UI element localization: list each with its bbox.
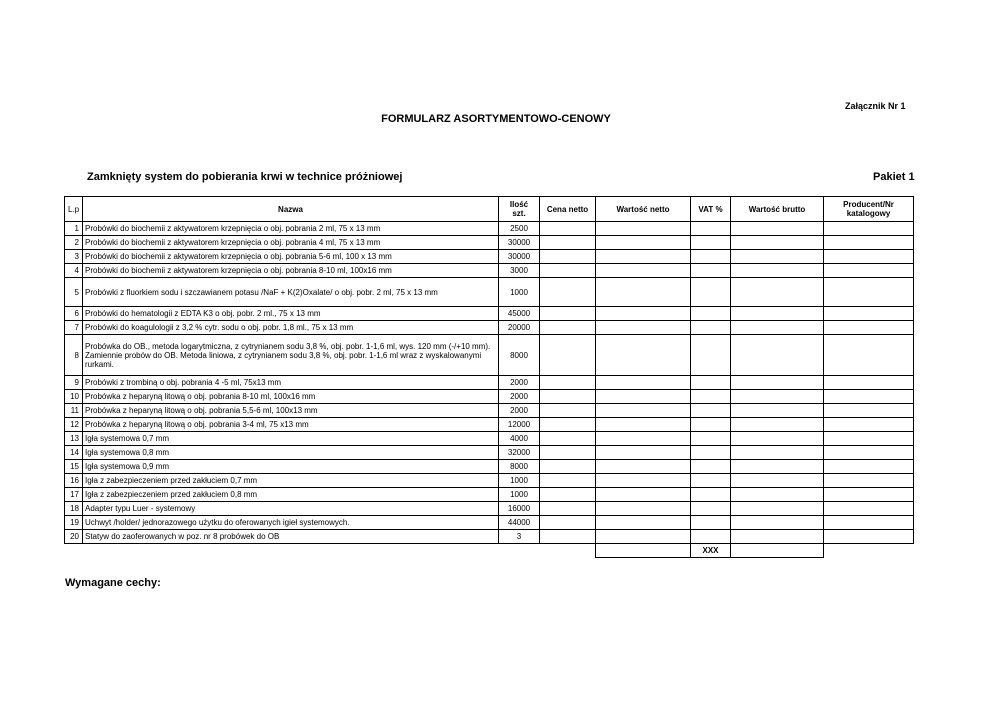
row-gross-value-cell[interactable] (731, 264, 824, 278)
header-producer-line2: katalogowy (846, 209, 891, 218)
table-row (65, 418, 914, 432)
table-row (65, 264, 914, 278)
table-row (65, 446, 914, 460)
row-gross-value-cell[interactable] (731, 530, 824, 544)
header-vat: VAT % (691, 197, 731, 222)
row-vat-cell[interactable] (691, 264, 731, 278)
row-vat-cell[interactable] (691, 502, 731, 516)
row-name: Probówki do hematologii z EDTA K3 o obj. pobr. 2 ml., 75 x 13 mm (83, 307, 499, 321)
table-row (65, 250, 914, 264)
row-vat-cell[interactable] (691, 236, 731, 250)
row-net-price-cell[interactable] (540, 376, 596, 390)
row-net-value-cell[interactable] (596, 446, 691, 460)
row-vat-cell[interactable] (691, 307, 731, 321)
row-producer-cell[interactable] (824, 488, 914, 502)
row-net-price-cell[interactable] (540, 516, 596, 530)
table-row (65, 460, 914, 474)
table-row (65, 404, 914, 418)
row-lp: 10 (65, 390, 83, 404)
row-net-value-cell[interactable] (596, 418, 691, 432)
row-vat-cell[interactable] (691, 418, 731, 432)
table-row (65, 432, 914, 446)
row-name: Igła systemowa 0,9 mm (83, 460, 499, 474)
row-producer-cell[interactable] (824, 404, 914, 418)
row-vat-cell[interactable] (691, 278, 731, 307)
row-net-price-cell[interactable] (540, 446, 596, 460)
table-row (65, 321, 914, 335)
row-qty: 2000 (499, 404, 540, 418)
row-net-value-cell[interactable] (596, 530, 691, 544)
row-qty: 2500 (499, 222, 540, 236)
row-vat-cell[interactable] (691, 432, 731, 446)
row-lp: 3 (65, 250, 83, 264)
row-net-price-cell[interactable] (540, 502, 596, 516)
row-net-value-cell[interactable] (596, 222, 691, 236)
row-qty: 30000 (499, 250, 540, 264)
row-vat-cell[interactable] (691, 390, 731, 404)
row-name: Probówki do biochemii z aktywatorem krzepnięcia o obj. pobrania 2 ml, 75 x 13 mm (83, 222, 499, 236)
row-qty: 44000 (499, 516, 540, 530)
table-row (65, 516, 914, 530)
row-lp: 1 (65, 222, 83, 236)
header-name: Nazwa (83, 197, 499, 222)
row-gross-value-cell[interactable] (731, 460, 824, 474)
row-name: Probówki z trombiną o obj. pobrania 4 -5 ml, 75x13 mm (83, 376, 499, 390)
row-producer-cell[interactable] (824, 530, 914, 544)
row-net-price-cell[interactable] (540, 404, 596, 418)
row-name: Igła z zabezpieczeniem przed zakłuciem 0,7 mm (83, 474, 499, 488)
header-net-price: Cena netto (540, 197, 596, 222)
row-name: Probówka z heparyną litową o obj. pobrania 8-10 ml, 100x16 mm (83, 390, 499, 404)
row-gross-value-cell[interactable] (731, 488, 824, 502)
row-net-price-cell[interactable] (540, 418, 596, 432)
row-name: Uchwyt /holder/ jednorazowego użytku do oferowanych igieł systemowych. (83, 516, 499, 530)
packet-label: Pakiet 1 (873, 171, 915, 183)
row-qty: 3 (499, 530, 540, 544)
row-net-price-cell[interactable] (540, 278, 596, 307)
row-net-price-cell[interactable] (540, 530, 596, 544)
row-lp: 6 (65, 307, 83, 321)
row-lp: 13 (65, 432, 83, 446)
row-name: Probówka z heparyną litową o obj. pobrania 5,5-6 ml, 100x13 mm (83, 404, 499, 418)
row-name: Probówka z heparyną litową o obj. pobrania 3-4 ml, 75 x13 mm (83, 418, 499, 432)
table-row (65, 236, 914, 250)
row-qty: 12000 (499, 418, 540, 432)
row-qty: 4000 (499, 432, 540, 446)
header-net-value: Wartość netto (596, 197, 691, 222)
row-net-value-cell[interactable] (596, 432, 691, 446)
table-row (65, 530, 914, 544)
row-vat-cell[interactable] (691, 250, 731, 264)
row-gross-value-cell[interactable] (731, 446, 824, 460)
row-gross-value-cell[interactable] (731, 250, 824, 264)
row-net-price-cell[interactable] (540, 460, 596, 474)
row-vat-cell[interactable] (691, 446, 731, 460)
row-producer-cell[interactable] (824, 236, 914, 250)
header-lp: L.p (65, 197, 83, 222)
row-producer-cell[interactable] (824, 446, 914, 460)
row-net-value-cell[interactable] (596, 516, 691, 530)
summary-gross-value-cell[interactable] (731, 544, 824, 558)
row-net-value-cell[interactable] (596, 404, 691, 418)
row-gross-value-cell[interactable] (731, 222, 824, 236)
row-lp: 9 (65, 376, 83, 390)
row-name: Statyw do zaoferowanych w poz. nr 8 probówek do OB (83, 530, 499, 544)
row-net-value-cell[interactable] (596, 390, 691, 404)
row-producer-cell[interactable] (824, 432, 914, 446)
header-producer-line1: Producent/Nr (843, 200, 894, 209)
row-net-value-cell[interactable] (596, 236, 691, 250)
form-title: FORMULARZ ASORTYMENTOWO-CENOWY (381, 113, 611, 125)
row-qty: 1000 (499, 488, 540, 502)
row-producer-cell[interactable] (824, 460, 914, 474)
row-name: Adapter typu Luer - systemowy (83, 502, 499, 516)
row-producer-cell[interactable] (824, 474, 914, 488)
row-vat-cell[interactable] (691, 335, 731, 376)
row-net-value-cell[interactable] (596, 307, 691, 321)
row-vat-cell[interactable] (691, 516, 731, 530)
row-net-price-cell[interactable] (540, 250, 596, 264)
row-net-price-cell[interactable] (540, 335, 596, 376)
table-row (65, 390, 914, 404)
row-gross-value-cell[interactable] (731, 376, 824, 390)
annex-label: Załącznik Nr 1 (845, 101, 906, 111)
row-gross-value-cell[interactable] (731, 307, 824, 321)
row-qty: 16000 (499, 502, 540, 516)
row-qty: 1000 (499, 278, 540, 307)
table-row (65, 474, 914, 488)
row-lp: 16 (65, 474, 83, 488)
row-qty: 2000 (499, 376, 540, 390)
row-vat-cell[interactable] (691, 530, 731, 544)
table-row (65, 222, 914, 236)
row-vat-cell[interactable] (691, 404, 731, 418)
row-gross-value-cell[interactable] (731, 236, 824, 250)
row-vat-cell[interactable] (691, 321, 731, 335)
row-net-price-cell[interactable] (540, 321, 596, 335)
row-producer-cell[interactable] (824, 418, 914, 432)
row-qty: 32000 (499, 446, 540, 460)
row-name: Probówki do biochemii z aktywatorem krzepnięcia o obj. pobrania 8-10 ml, 100x16 mm (83, 264, 499, 278)
row-producer-cell[interactable] (824, 390, 914, 404)
table-row (65, 376, 914, 390)
row-name: Igła systemowa 0,8 mm (83, 446, 499, 460)
row-producer-cell[interactable] (824, 307, 914, 321)
header-producer (824, 197, 914, 222)
row-net-price-cell[interactable] (540, 390, 596, 404)
row-vat-cell[interactable] (691, 460, 731, 474)
row-net-price-cell[interactable] (540, 432, 596, 446)
row-net-value-cell[interactable] (596, 474, 691, 488)
row-qty: 20000 (499, 321, 540, 335)
row-net-price-cell[interactable] (540, 236, 596, 250)
row-net-value-cell[interactable] (596, 321, 691, 335)
table-row (65, 502, 914, 516)
row-vat-cell[interactable] (691, 474, 731, 488)
row-gross-value-cell[interactable] (731, 390, 824, 404)
summary-vat-cell: XXX (691, 544, 731, 558)
table-row (65, 488, 914, 502)
row-producer-cell[interactable] (824, 264, 914, 278)
required-features-label: Wymagane cechy: (65, 577, 161, 589)
row-lp: 20 (65, 530, 83, 544)
row-qty: 2000 (499, 390, 540, 404)
row-net-value-cell[interactable] (596, 278, 691, 307)
row-net-value-cell[interactable] (596, 264, 691, 278)
row-qty: 45000 (499, 307, 540, 321)
row-qty: 30000 (499, 236, 540, 250)
row-net-value-cell[interactable] (596, 502, 691, 516)
row-producer-cell[interactable] (824, 502, 914, 516)
row-net-price-cell[interactable] (540, 264, 596, 278)
header-gross-value: Wartość brutto (731, 197, 824, 222)
row-producer-cell[interactable] (824, 335, 914, 376)
row-net-price-cell[interactable] (540, 222, 596, 236)
summary-net-value-cell[interactable] (596, 544, 691, 558)
row-gross-value-cell[interactable] (731, 432, 824, 446)
row-net-value-cell[interactable] (596, 376, 691, 390)
row-lp: 17 (65, 488, 83, 502)
row-name: Igła systemowa 0,7 mm (83, 432, 499, 446)
row-producer-cell[interactable] (824, 376, 914, 390)
row-gross-value-cell[interactable] (731, 474, 824, 488)
row-name: Probówki do biochemii z aktywatorem krzepnięcia o obj. pobrania 4 ml, 75 x 13 mm (83, 236, 499, 250)
row-producer-cell[interactable] (824, 278, 914, 307)
row-lp: 11 (65, 404, 83, 418)
row-gross-value-cell[interactable] (731, 404, 824, 418)
row-net-price-cell[interactable] (540, 488, 596, 502)
row-name: Probówki z fluorkiem sodu i szczawianem potasu /NaF + K(2)Oxalate/ o obj. pobr. 2 ml, 75 x 13 mm (83, 278, 499, 307)
row-name: Probówki do koagulologii z 3,2 % cytr. sodu o obj. pobr. 1,8 ml., 75 x 13 mm (83, 321, 499, 335)
row-producer-cell[interactable] (824, 250, 914, 264)
header-qty-line2: szt. (512, 209, 526, 218)
row-net-price-cell[interactable] (540, 307, 596, 321)
row-lp: 12 (65, 418, 83, 432)
header-qty (499, 197, 540, 222)
row-name: Probówka do OB., metoda logarytmiczna, z cytrynianem sodu 3,8 %, obj. pobr. 1-1,6 ml, wys. 120 mm (-/+10 mm). Zamiennie probów do OB. Metoda liniowa, z cytrynianem sodu 3,8 %, obj. pobr. 1-1,6 ml wraz z wyskalowanymi rurkami. (83, 335, 499, 376)
table-row (65, 335, 914, 376)
row-lp: 5 (65, 278, 83, 307)
row-gross-value-cell[interactable] (731, 516, 824, 530)
row-lp: 19 (65, 516, 83, 530)
row-net-value-cell[interactable] (596, 250, 691, 264)
table-row (65, 278, 914, 307)
row-qty: 8000 (499, 460, 540, 474)
row-lp: 14 (65, 446, 83, 460)
row-gross-value-cell[interactable] (731, 335, 824, 376)
row-lp: 4 (65, 264, 83, 278)
price-form-table (64, 196, 914, 558)
row-producer-cell[interactable] (824, 321, 914, 335)
row-lp: 2 (65, 236, 83, 250)
row-producer-cell[interactable] (824, 516, 914, 530)
row-vat-cell[interactable] (691, 222, 731, 236)
row-name: Probówki do biochemii z aktywatorem krzepnięcia o obj. pobrania 5-6 ml, 100 x 13 mm (83, 250, 499, 264)
row-lp: 15 (65, 460, 83, 474)
row-net-value-cell[interactable] (596, 460, 691, 474)
row-name: Igła z zabezpieczeniem przed zakłuciem 0,8 mm (83, 488, 499, 502)
summary-row (65, 544, 914, 558)
row-gross-value-cell[interactable] (731, 321, 824, 335)
table-row (65, 307, 914, 321)
header-qty-line1: Ilość (509, 200, 529, 209)
row-qty: 8000 (499, 335, 540, 376)
section-subtitle: Zamknięty system do pobierania krwi w technice próżniowej (87, 171, 403, 183)
row-net-value-cell[interactable] (596, 335, 691, 376)
row-lp: 18 (65, 502, 83, 516)
row-gross-value-cell[interactable] (731, 502, 824, 516)
row-qty: 3000 (499, 264, 540, 278)
row-gross-value-cell[interactable] (731, 278, 824, 307)
row-qty: 1000 (499, 474, 540, 488)
row-gross-value-cell[interactable] (731, 418, 824, 432)
row-net-price-cell[interactable] (540, 474, 596, 488)
row-lp: 8 (65, 335, 83, 376)
row-vat-cell[interactable] (691, 488, 731, 502)
table-header-row (65, 197, 914, 222)
row-vat-cell[interactable] (691, 376, 731, 390)
row-lp: 7 (65, 321, 83, 335)
row-producer-cell[interactable] (824, 222, 914, 236)
row-net-value-cell[interactable] (596, 488, 691, 502)
